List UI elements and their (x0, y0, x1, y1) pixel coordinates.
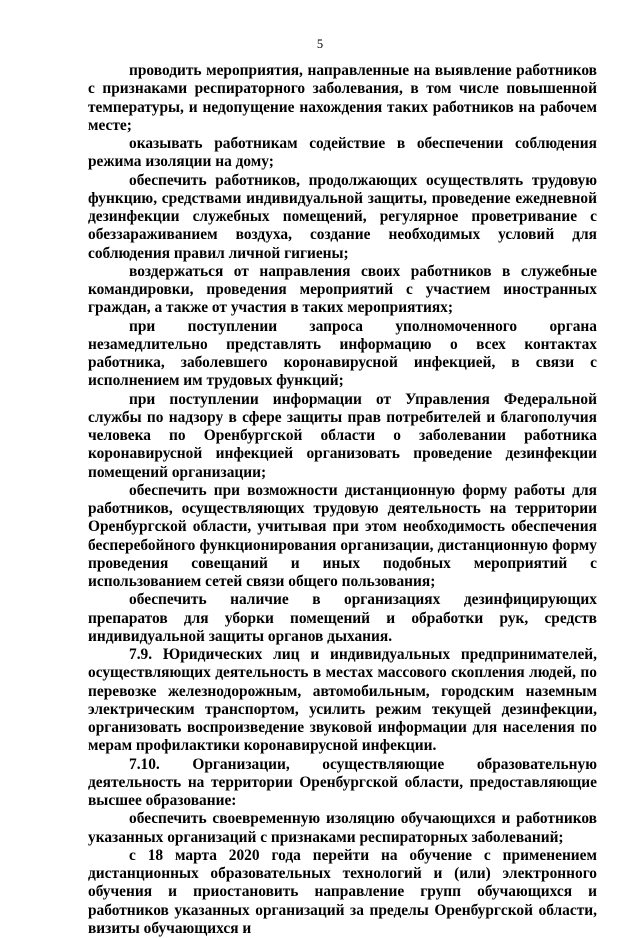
paragraph-section-7-10: 7.10. Организации, осуществляющие образовательную деятельность на территории Оренбургской области, предоставляющие высшее образование: (88, 755, 597, 809)
paragraph-premises-disinfection: при поступлении информации от Управления Федеральной службы по надзору в сфере защиты прав потребителей и благополучия человека по Оренбургской области о заболевании работника коронавирусной инфекцией организовать проведение дезинфекции помещений организации; (88, 390, 597, 481)
paragraph-remote-work: обеспечить при возможности дистанционную форму работы для работников, осуществляющих трудовую деятельность на территории Оренбургской области, учитывая при этом необходимость обеспечения бесперебойного функционирования организации, дистанционную форму проведения совещаний и иных подобных мероприятий с использованием сетей связи общего пользования; (88, 481, 597, 590)
page-number: 5 (316, 37, 324, 51)
paragraph-contact-information: при поступлении запроса уполномоченного органа незамедлительно представлять информацию о всех контактах работника, заболевшего коронавирусной инфекцией, в связи с исполнением им трудовых функций; (88, 317, 597, 390)
paragraph-distance-learning: с 18 марта 2020 года перейти на обучение с применением дистанционных образовательных технологий и (или) электронного обучения и приостановить направление групп обучающихся и работников указанных организаций за пределы Оренбургской области, визиты обучающихся и (88, 846, 597, 937)
paragraph-home-isolation-assistance: оказывать работникам содействие в обеспечении соблюдения режима изоляции на дому; (88, 135, 597, 171)
paragraph-business-trips: воздержаться от направления своих работников в служебные командировки, проведения мероприятий с участием иностранных граждан, а также от участия в таких мероприятиях; (88, 262, 597, 317)
paragraph-student-isolation: обеспечить своевременную изоляцию обучающихся и работников указанных организаций с признаками респираторных заболеваний; (88, 810, 597, 846)
document-body (88, 62, 597, 938)
paragraph-disinfectants-supply: обеспечить наличие в организациях дезинфицирующих препаратов для уборки помещений и обработки рук, средств индивидуальной защиты органов дыхания. (88, 591, 597, 645)
paragraph-section-7-9: 7.9. Юридических лиц и индивидуальных предпринимателей, осуществляющих деятельность в местах массового скопления людей, по перевозке железнодорожным, автомобильным, городским наземным электрическим транспортом, усилить режим текущей дезинфекции, организовать воспроизведение звуковой информации для населения по мерам профилактики коронавирусной инфекции. (88, 646, 597, 755)
paragraph-identify-symptomatic-workers: проводить мероприятия, направленные на выявление работников с признаками респираторного заболевания, в том числе повышенной температуры, и недопущение нахождения таких работников на рабочем месте; (88, 62, 597, 134)
paragraph-protective-equipment-disinfection: обеспечить работников, продолжающих осуществлять трудовую функцию, средствами индивидуальной защиты, проведение ежедневной дезинфекции служебных помещений, регулярное проветривание с обеззараживанием воздуха, создание необходимых условий для соблюдения правил личной гигиены; (88, 171, 597, 262)
